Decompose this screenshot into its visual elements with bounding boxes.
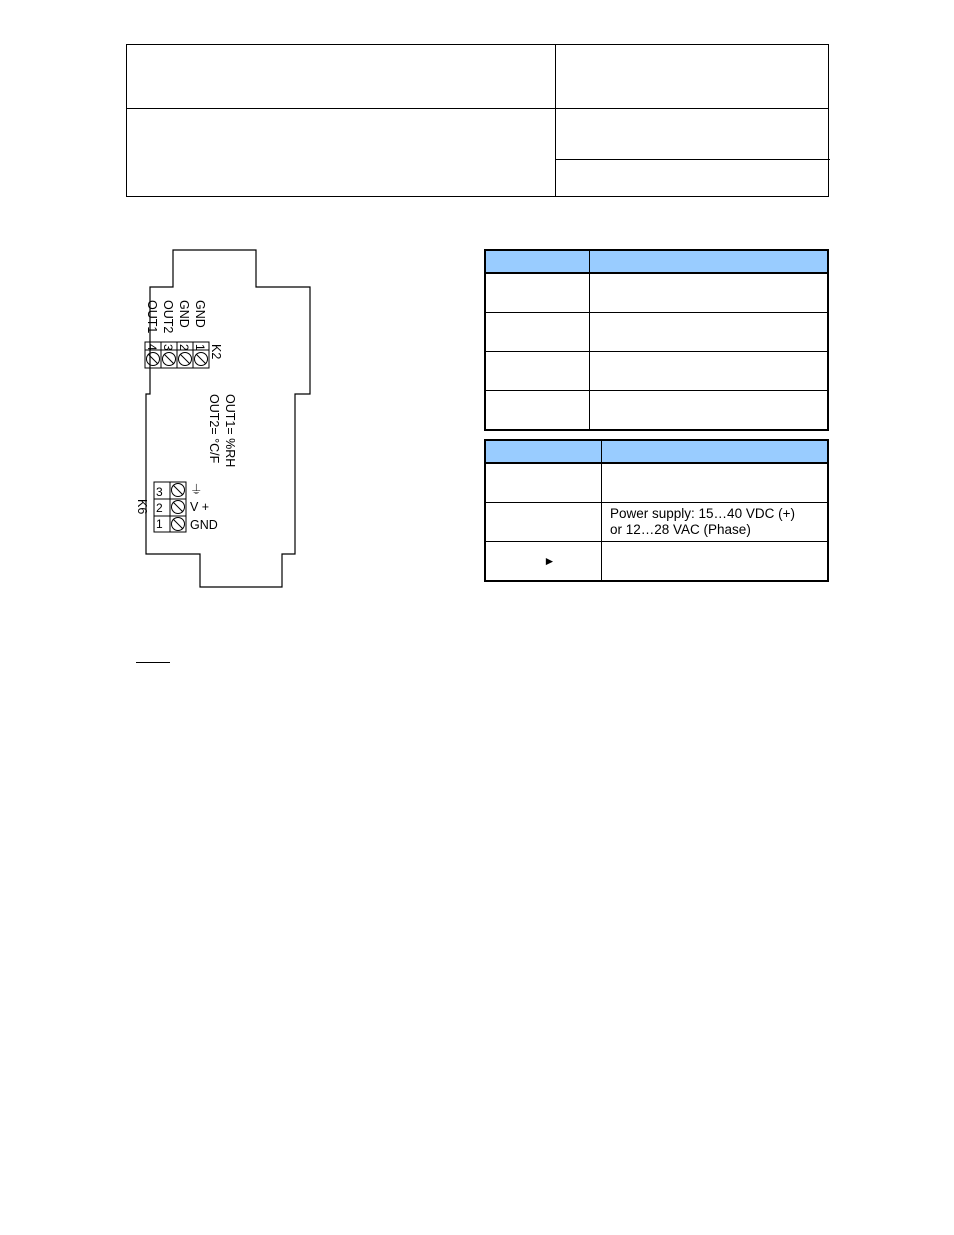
table-row <box>485 542 828 582</box>
table-cell-description <box>590 352 829 391</box>
k6-terminal-table <box>484 439 829 582</box>
k2-pin-3: 2 <box>177 344 191 351</box>
note-underline <box>136 662 170 663</box>
header-table-divider <box>555 45 556 196</box>
table-cell-terminal <box>485 463 602 503</box>
k6-connector-label: K6 <box>135 499 149 515</box>
table-header-terminal <box>485 250 590 273</box>
k6-label-vplus: V + <box>190 500 210 514</box>
output-legend-out1: OUT1= %RH <box>223 394 237 468</box>
k2-terminal-block <box>145 342 209 368</box>
table-row <box>485 391 828 431</box>
table-row <box>485 313 828 352</box>
power-supply-line-2: or 12…28 VAC (Phase) <box>610 522 751 537</box>
k2-pin-4: 1 <box>193 344 207 351</box>
table-cell-description-power <box>602 503 829 542</box>
k6-pin-3: 3 <box>156 485 163 499</box>
table-cell-terminal <box>485 391 590 431</box>
table-cell-terminal <box>485 503 602 542</box>
header-table-subrow-divider <box>556 159 830 160</box>
table-header-row <box>485 250 828 273</box>
k2-terminal-table <box>484 249 829 431</box>
table-cell-terminal <box>485 352 590 391</box>
k2-pin-2: 3 <box>161 344 175 351</box>
table-row <box>485 463 828 503</box>
table-row <box>485 273 828 313</box>
k2-label-gnd-3: GND <box>177 300 191 328</box>
table-header-description <box>590 250 829 273</box>
k6-terminal-block <box>154 482 186 532</box>
k6-screw-icons <box>172 484 185 531</box>
wiring-diagram <box>134 248 320 592</box>
table-cell-terminal <box>485 313 590 352</box>
k6-pin-1: 1 <box>156 517 163 531</box>
k6-label-gnd: GND <box>190 518 218 532</box>
table-row <box>485 503 828 542</box>
table-cell-description <box>602 542 829 582</box>
table-header-description <box>602 440 829 463</box>
output-legend-out2: OUT2= °C/F <box>207 394 221 464</box>
table-cell-terminal <box>485 273 590 313</box>
k2-label-out1: OUT1 <box>145 300 159 334</box>
header-table-row-divider <box>127 108 828 109</box>
k2-label-gnd-4: GND <box>193 300 207 328</box>
k2-connector-label: K2 <box>209 344 223 360</box>
table-header-row <box>485 440 828 463</box>
table-cell-description <box>590 391 829 431</box>
table-header-terminal <box>485 440 602 463</box>
table-cell-description <box>590 313 829 352</box>
k2-label-out2: OUT2 <box>161 300 175 334</box>
header-table <box>126 44 829 197</box>
table-cell-terminal-arrow-icon: ► <box>485 542 602 582</box>
table-cell-description <box>602 463 829 503</box>
table-cell-description <box>590 273 829 313</box>
table-row <box>485 352 828 391</box>
k2-pin-1: 4 <box>145 344 159 351</box>
k6-label-earth: ⏚ <box>190 482 203 497</box>
k6-pin-2: 2 <box>156 501 163 515</box>
power-supply-line-1: Power supply: 15…40 VDC (+) <box>610 506 795 521</box>
